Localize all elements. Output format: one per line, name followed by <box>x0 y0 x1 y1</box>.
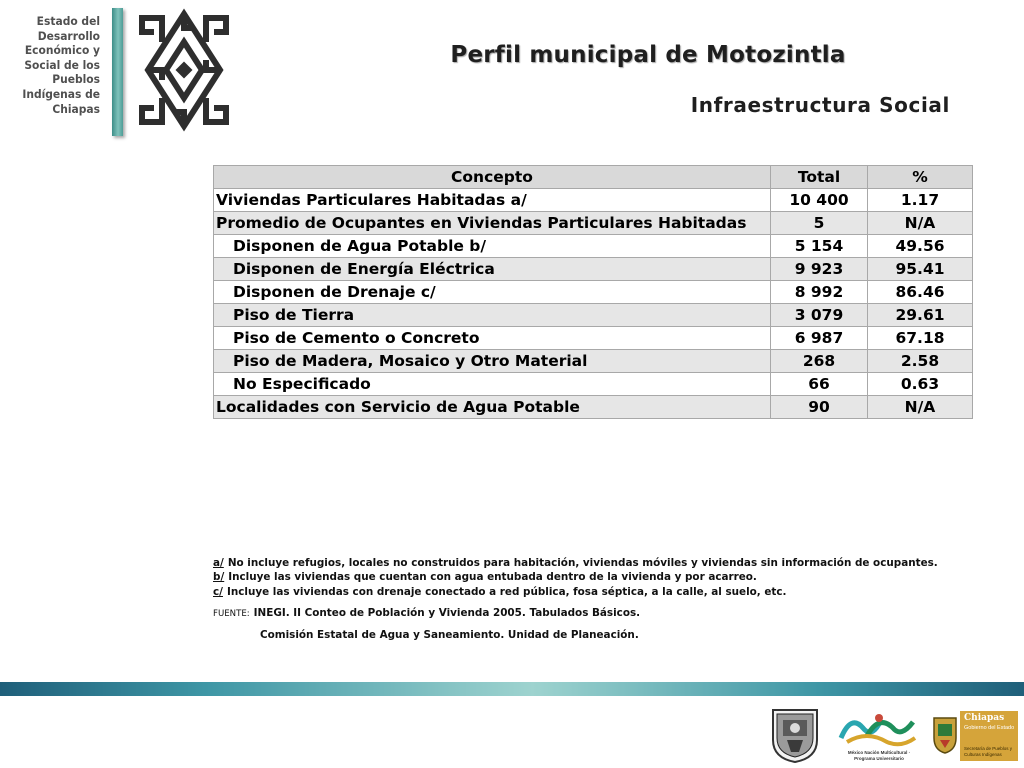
org-line: Indígenas de <box>22 86 100 101</box>
org-line: Pueblos <box>52 72 100 87</box>
column-header-total: Total <box>771 166 868 189</box>
column-header-concepto: Concepto <box>214 166 771 189</box>
footnote-b <box>213 570 938 584</box>
footnote-a <box>213 556 938 570</box>
table-row <box>214 281 973 304</box>
cell-total: 8 992 <box>771 281 868 304</box>
org-line: Social de los <box>24 57 101 72</box>
footnote-mark: b/ <box>213 571 225 584</box>
cell-total: 66 <box>771 373 868 396</box>
cell-concepto: Disponen de Drenaje c/ <box>214 281 771 304</box>
cell-percent: N/A <box>868 396 973 419</box>
cell-concepto: Disponen de Agua Potable b/ <box>214 235 771 258</box>
table-row <box>214 258 973 281</box>
footnote-text: Incluye las viviendas que cuentan con agua entubada dentro de la vivienda y por acarreo. <box>228 571 757 584</box>
org-line: Estado del <box>36 14 100 28</box>
footnote-text: Incluye las viviendas con drenaje conectado a red pública, fosa séptica, a la calle, al suelo, etc. <box>226 585 787 598</box>
cell-concepto: Promedio de Ocupantes en Viviendas Particulares Habitadas <box>214 212 771 235</box>
cell-total: 9 923 <box>771 258 868 281</box>
chiapas-dept-text: Secretaría de Pueblos y Culturas Indígenas <box>964 746 1013 757</box>
cell-total: 268 <box>771 350 868 373</box>
page-subtitle: Infraestructura Social <box>690 93 950 117</box>
chiapas-government-logo <box>930 708 1022 764</box>
cell-percent: 49.56 <box>868 235 973 258</box>
cell-total: 10 400 <box>771 189 868 212</box>
cell-total: 3 079 <box>771 304 868 327</box>
footnote-c <box>213 585 938 599</box>
mexico-logo-text: México Nación Multicultural · Programa Universitario <box>847 750 911 761</box>
table-row <box>214 373 973 396</box>
column-header-percent: % <box>868 166 973 189</box>
organization-title <box>20 14 100 116</box>
source-label: FUENTE: <box>213 609 250 620</box>
cell-total: 5 154 <box>771 235 868 258</box>
table-row <box>214 235 973 258</box>
cell-percent: 1.17 <box>868 189 973 212</box>
table-row <box>214 212 973 235</box>
chiapas-brand-box <box>960 711 1018 761</box>
table-row <box>214 327 973 350</box>
footer-band <box>0 682 1024 696</box>
infrastructure-table <box>213 165 973 419</box>
table-row <box>214 304 973 327</box>
cell-total: 6 987 <box>771 327 868 350</box>
cell-total: 90 <box>771 396 868 419</box>
footnote-mark: a/ <box>213 557 224 569</box>
org-line: Desarrollo <box>37 28 100 43</box>
source-line <box>213 606 938 621</box>
table-header-row <box>214 166 973 189</box>
footnote-text: No incluye refugios, locales no construidos para habitación, viviendas móviles y viviendas sin información de ocupantes. <box>227 557 938 569</box>
multicultural-wave-icon <box>837 708 919 748</box>
cell-percent: 95.41 <box>868 258 973 281</box>
cell-percent: 0.63 <box>868 373 973 396</box>
org-line: Chiapas <box>52 101 100 116</box>
footnotes <box>213 556 938 642</box>
cell-concepto: Piso de Madera, Mosaico y Otro Material <box>214 350 771 373</box>
cell-concepto: No Especificado <box>214 373 771 396</box>
footnote-mark: c/ <box>213 585 223 598</box>
cell-percent: N/A <box>868 212 973 235</box>
source-text-ceas: Comisión Estatal de Agua y Saneamiento. Unidad de Planeación. <box>260 628 639 641</box>
chiapas-name: Chiapas <box>964 713 1005 723</box>
cell-percent: 67.18 <box>868 327 973 350</box>
table-row <box>214 396 973 419</box>
fret-emblem-icon <box>134 8 234 132</box>
mexico-multicultural-logo <box>837 708 919 764</box>
org-line: Económico y <box>24 43 100 58</box>
cell-percent: 2.58 <box>868 350 973 373</box>
cell-percent: 86.46 <box>868 281 973 304</box>
cell-concepto: Viviendas Particulares Habitadas a/ <box>214 189 771 212</box>
unam-crest-icon <box>767 706 823 764</box>
table-row <box>214 189 973 212</box>
chiapas-gov-text: Gobierno del Estado <box>964 725 1015 731</box>
page-title: Perfil municipal de Motozintla <box>450 42 846 68</box>
chiapas-shield-icon <box>932 714 958 754</box>
cell-concepto: Localidades con Servicio de Agua Potable <box>214 396 771 419</box>
cell-concepto: Piso de Tierra <box>214 304 771 327</box>
table-row <box>214 350 973 373</box>
vertical-accent-bar <box>112 8 123 136</box>
cell-total: 5 <box>771 212 868 235</box>
cell-concepto: Disponen de Energía Eléctrica <box>214 258 771 281</box>
cell-percent: 29.61 <box>868 304 973 327</box>
cell-concepto: Piso de Cemento o Concreto <box>214 327 771 350</box>
source-text-inegi: INEGI. II Conteo de Población y Vivienda 2005. Tabulados Básicos. <box>253 607 641 620</box>
